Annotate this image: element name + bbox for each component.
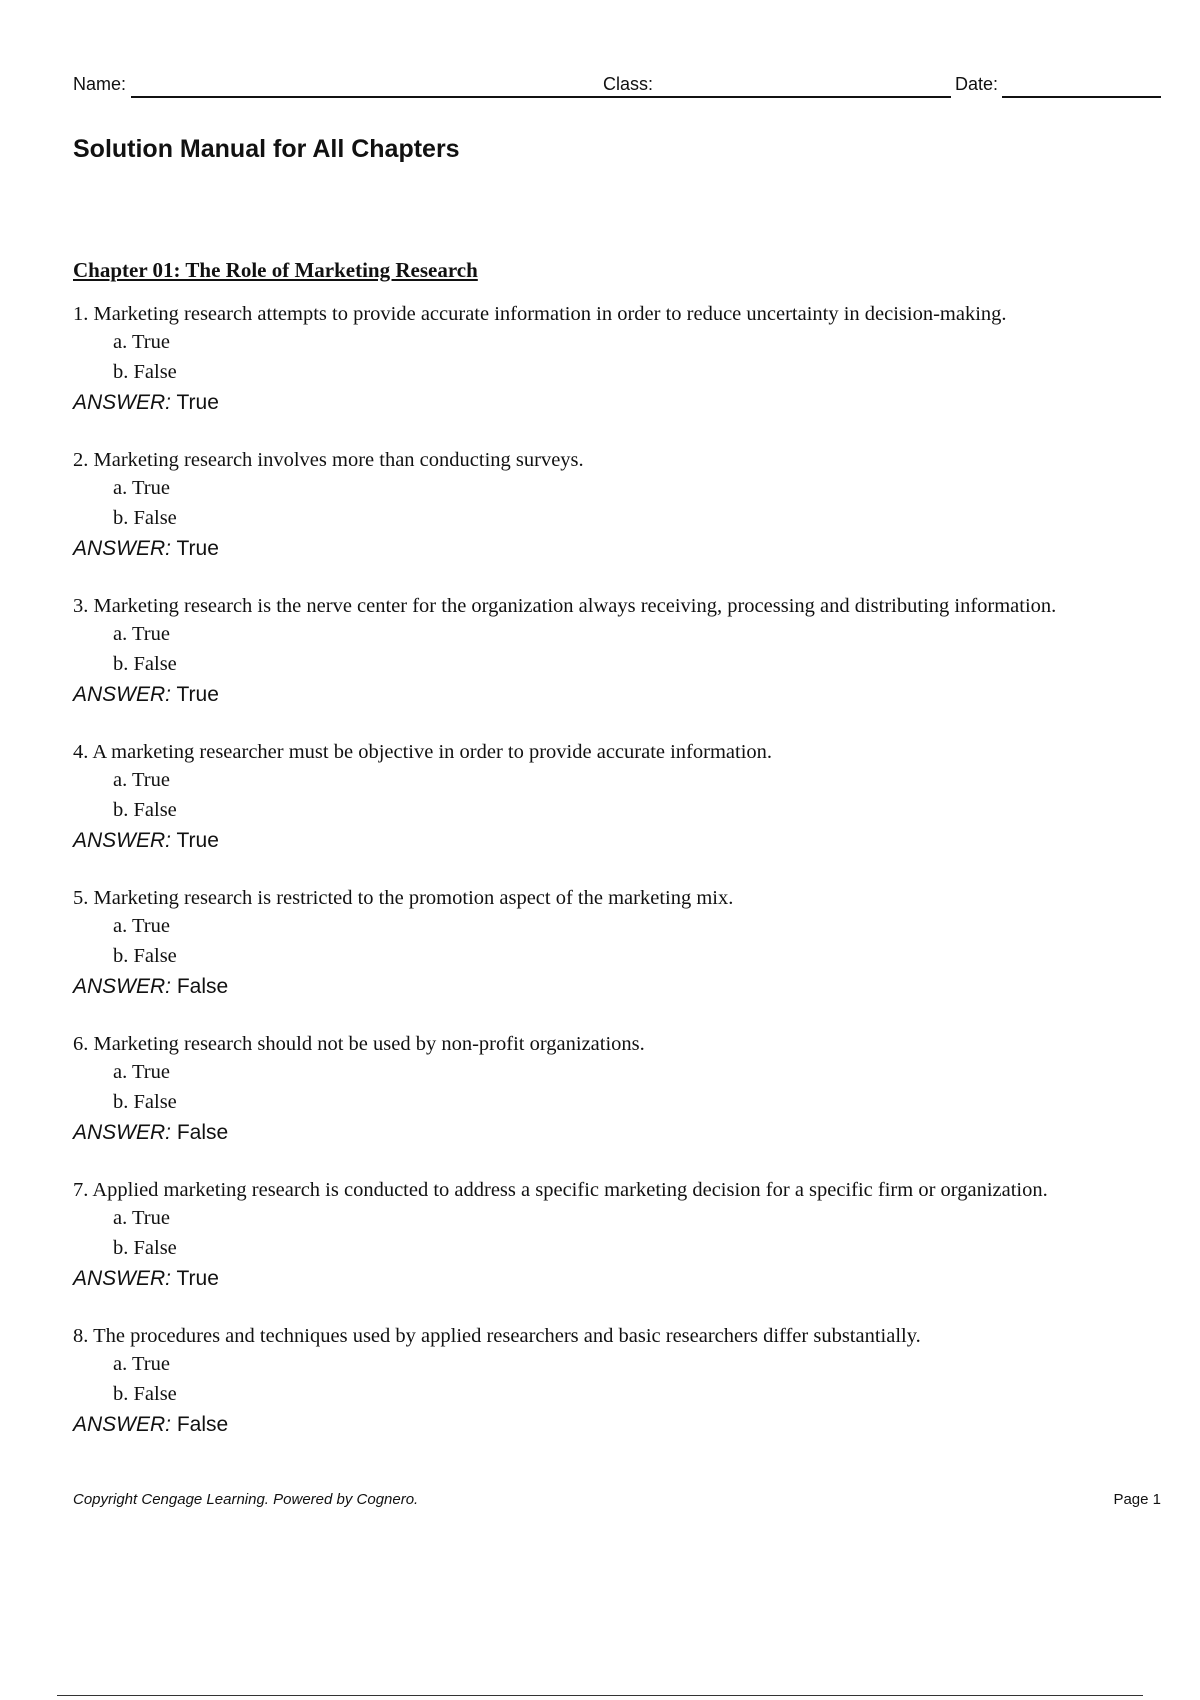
- chapter-heading: Chapter 01: The Role of Marketing Research: [73, 258, 478, 282]
- page-title: Solution Manual for All Chapters: [73, 135, 460, 163]
- option-true[interactable]: a. True: [113, 1207, 170, 1229]
- name-field[interactable]: [131, 96, 669, 98]
- answer-value: False: [176, 1413, 229, 1436]
- question-stem: 3. Marketing research is the nerve center for the organization always receiving, processing and distributing information.: [73, 595, 1057, 617]
- answer-line: [73, 1265, 1173, 1293]
- question-stem: 5. Marketing research is restricted to the promotion aspect of the marketing mix.: [73, 887, 734, 909]
- question-item: [73, 885, 1173, 1031]
- answer-line: [73, 389, 1173, 417]
- question-item: [73, 1031, 1173, 1177]
- question-item: [73, 593, 1173, 739]
- option-false[interactable]: b. False: [113, 945, 177, 967]
- answer-label: ANSWER:: [73, 1413, 172, 1436]
- answer-value: True: [176, 391, 219, 414]
- answer-label: ANSWER:: [73, 683, 172, 706]
- student-info-header: [73, 72, 1161, 100]
- answer-line: [73, 535, 1173, 563]
- bottom-divider: [57, 1695, 1143, 1696]
- option-false[interactable]: b. False: [113, 361, 177, 383]
- option-false[interactable]: b. False: [113, 1383, 177, 1405]
- question-stem: 2. Marketing research involves more than conducting surveys.: [73, 449, 584, 471]
- option-true[interactable]: a. True: [113, 769, 170, 791]
- question-stem: 4. A marketing researcher must be objective in order to provide accurate information.: [73, 741, 773, 763]
- date-field[interactable]: [1002, 96, 1161, 98]
- answer-line: [73, 681, 1173, 709]
- question-stem: 6. Marketing research should not be used by non-profit organizations.: [73, 1033, 645, 1055]
- option-false[interactable]: b. False: [113, 1091, 177, 1113]
- question-item: [73, 447, 1173, 593]
- question-item: [73, 1177, 1173, 1323]
- answer-label: ANSWER:: [73, 975, 172, 998]
- option-false[interactable]: b. False: [113, 653, 177, 675]
- answer-label: ANSWER:: [73, 537, 172, 560]
- option-false[interactable]: b. False: [113, 799, 177, 821]
- question-item: [73, 739, 1173, 885]
- question-item: [73, 301, 1173, 447]
- answer-label: ANSWER:: [73, 1267, 172, 1290]
- answer-line: [73, 827, 1173, 855]
- answer-value: True: [176, 537, 219, 560]
- option-false[interactable]: b. False: [113, 507, 177, 529]
- answer-value: False: [176, 1121, 229, 1144]
- answer-line: [73, 1411, 1173, 1439]
- option-true[interactable]: a. True: [113, 915, 170, 937]
- name-label: Name:: [73, 74, 127, 94]
- answer-value: False: [176, 975, 229, 998]
- question-stem: 7. Applied marketing research is conducted to address a specific marketing decision for a specific firm or organization.: [73, 1179, 1048, 1201]
- question-item: [73, 1323, 1173, 1469]
- answer-line: [73, 973, 1173, 1001]
- answer-line: [73, 1119, 1173, 1147]
- answer-label: ANSWER:: [73, 829, 172, 852]
- option-true[interactable]: a. True: [113, 623, 170, 645]
- option-true[interactable]: a. True: [113, 1353, 170, 1375]
- answer-value: True: [176, 683, 219, 706]
- question-stem: 8. The procedures and techniques used by applied researchers and basic researchers differ substantially.: [73, 1325, 921, 1347]
- answer-label: ANSWER:: [73, 1121, 172, 1144]
- option-true[interactable]: a. True: [113, 1061, 170, 1083]
- page-number: Page 1: [1113, 1491, 1161, 1508]
- class-field[interactable]: [663, 96, 951, 98]
- option-true[interactable]: a. True: [113, 477, 170, 499]
- answer-label: ANSWER:: [73, 391, 172, 414]
- answer-value: True: [176, 1267, 219, 1290]
- copyright-notice: Copyright Cengage Learning. Powered by Cognero.: [73, 1491, 419, 1508]
- answer-value: True: [176, 829, 219, 852]
- question-stem: 1. Marketing research attempts to provide accurate information in order to reduce uncertainty in decision-making.: [73, 303, 1007, 325]
- question-list: [73, 301, 1173, 1469]
- option-true[interactable]: a. True: [113, 331, 170, 353]
- option-false[interactable]: b. False: [113, 1237, 177, 1259]
- class-label: Class:: [603, 74, 654, 94]
- date-label: Date:: [955, 74, 999, 94]
